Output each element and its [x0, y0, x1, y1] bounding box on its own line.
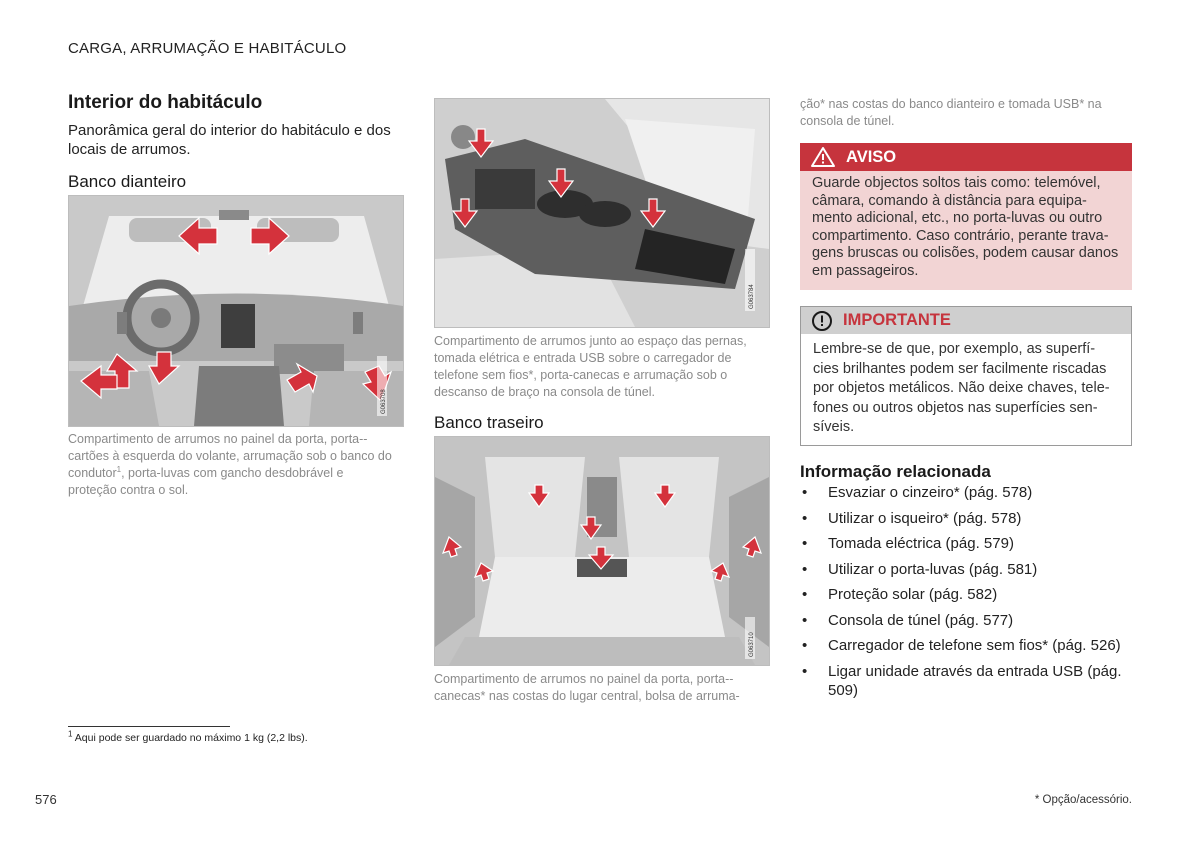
- related-link[interactable]: • Utilizar o porta-luvas (pág. 581): [800, 560, 1140, 579]
- important-box: [800, 306, 1132, 446]
- related-link[interactable]: • Proteção solar (pág. 582): [800, 585, 1140, 604]
- rear-figure-caption-continued: ção* nas costas do banco dianteiro e tomada USB* na consola de túnel.: [800, 97, 1102, 128]
- warning-label: AVISO: [846, 147, 897, 166]
- related-link[interactable]: • Carregador de telefone sem fios* (pág. 526): [800, 636, 1140, 655]
- warning-box: [800, 143, 1132, 290]
- footnote-text: Aqui pode ser guardado no máximo 1 kg (2,2 lbs).: [74, 732, 308, 744]
- exclamation-circle-icon: [811, 310, 833, 332]
- footnote-ref: 1: [116, 464, 122, 474]
- section-header: CARGA, ARRUMAÇÃO E HABITÁCULO: [68, 40, 347, 57]
- intro-text: Panorâmica geral do interior do habitáculo e dos locais de arrumos.: [68, 122, 391, 158]
- related-link[interactable]: • Ligar unidade através da entrada USB (pág. 509): [800, 662, 1140, 700]
- rear-figure-code: G063710: [749, 632, 755, 657]
- warning-triangle-icon: [810, 146, 836, 168]
- front-figure-caption: Compartimento de arrumos no painel da porta, porta--cartões à esquerda do volante, arrumação sob o banco do condutor$^1$, porta-luvas com gancho desdobrável e proteção contra o sol.: [68, 432, 392, 497]
- important-label: IMPORTANTE: [843, 311, 951, 329]
- front-figure-code: G063708: [381, 389, 387, 414]
- important-text: Lembre-se de que, por exemplo, as superfí-cies brilhantes podem ser facilmente riscadas por objetos metálicos. Não deixe chaves, tele-fones ou outros objetos nas superfícies sen-síveis.: [813, 341, 1110, 435]
- related-link[interactable]: • Esvaziar o cinzeiro* (pág. 578): [800, 483, 1140, 502]
- related-link[interactable]: • Consola de túnel (pág. 577): [800, 611, 1140, 630]
- warning-text: Guarde objectos soltos tais como: telemóvel, câmara, comando à distância para equipa-mento adicional, etc., no porta-luvas ou outro compartimento. Caso contrário, perante trava-gens bruscas ou colisões, podem causar danos em passageiros.: [812, 175, 1119, 279]
- footnote: [68, 729, 308, 744]
- front-seat-heading: Banco dianteiro: [68, 172, 187, 191]
- related-link[interactable]: • Utilizar o isqueiro* (pág. 578): [800, 509, 1140, 528]
- footnote-number: 1: [68, 729, 73, 739]
- page-number: 576: [35, 792, 57, 807]
- rear-seat-heading: Banco traseiro: [434, 413, 544, 432]
- rear-figure-caption: Compartimento de arrumos no painel da porta, porta--canecas* nas costas do lugar central, bolsa de arruma-: [434, 672, 740, 703]
- rear-interior-figure: [434, 436, 770, 666]
- related-info-list: [800, 483, 1140, 706]
- console-figure-code: G063784: [749, 284, 755, 309]
- important-header: [801, 307, 1131, 334]
- warning-header: [800, 143, 1132, 171]
- console-figure-caption: Compartimento de arrumos junto ao espaço das pernas, tomada elétrica e entrada USB sobre o carregador de telefone sem fios*, porta-canecas e arrumação sob o descanso de braço na consola de túnel.: [434, 334, 747, 399]
- footnote-divider: [68, 726, 230, 727]
- front-interior-figure: [68, 195, 404, 427]
- page-title: Interior do habitáculo: [68, 92, 263, 113]
- console-figure: [434, 98, 770, 328]
- related-link[interactable]: • Tomada eléctrica (pág. 579): [800, 534, 1140, 553]
- related-info-heading: Informação relacionada: [800, 462, 991, 481]
- footer-note: * Opção/acessório.: [1034, 794, 1132, 806]
